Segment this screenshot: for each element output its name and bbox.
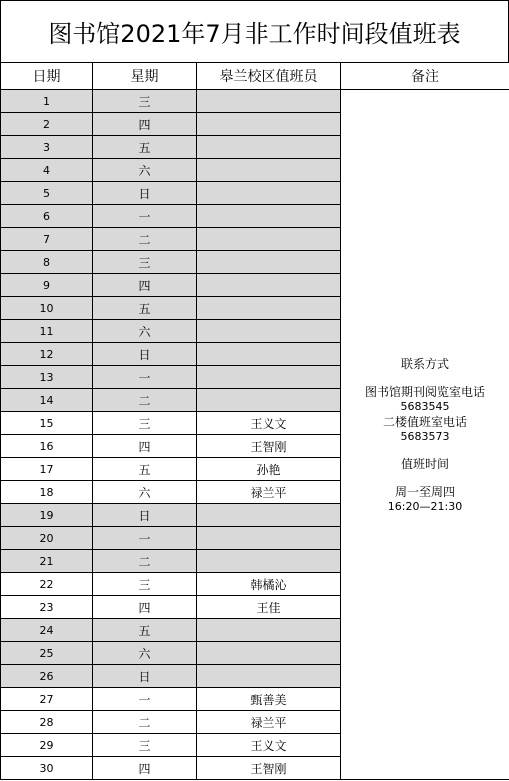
date-cell: 25 (1, 642, 93, 665)
date-cell: 26 (1, 665, 93, 688)
weekday-cell: 六 (93, 481, 197, 504)
remarks-content (341, 356, 509, 514)
weekday-cell: 三 (93, 734, 197, 757)
weekday-cell: 日 (93, 182, 197, 205)
staff-cell (197, 343, 341, 366)
date-cell: 24 (1, 619, 93, 642)
duty-table (0, 62, 509, 780)
periodical-room-label: 图书馆期刊阅览室电话 (364, 384, 485, 399)
staff-cell (197, 205, 341, 228)
date-cell: 30 (1, 757, 93, 780)
staff-cell (197, 297, 341, 320)
staff-cell: 禄兰平 (197, 481, 341, 504)
date-cell: 29 (1, 734, 93, 757)
staff-cell: 王佳 (197, 596, 341, 619)
staff-cell (197, 527, 341, 550)
staff-cell (197, 90, 341, 113)
staff-cell: 王义文 (197, 412, 341, 435)
staff-cell (197, 136, 341, 159)
weekday-cell: 四 (93, 757, 197, 780)
staff-cell (197, 320, 341, 343)
date-cell: 19 (1, 504, 93, 527)
sheet-title: 图书馆2021年7月非工作时间段值班表 (0, 0, 509, 62)
column-header-weekday: 星期 (93, 63, 197, 90)
date-cell: 4 (1, 159, 93, 182)
date-cell: 14 (1, 389, 93, 412)
staff-cell (197, 504, 341, 527)
weekday-cell: 三 (93, 90, 197, 113)
weekday-cell: 三 (93, 412, 197, 435)
header-row (1, 63, 509, 90)
table-body (1, 90, 509, 780)
weekday-cell: 三 (93, 573, 197, 596)
date-cell: 28 (1, 711, 93, 734)
staff-cell: 禄兰平 (197, 711, 341, 734)
weekday-cell: 日 (93, 665, 197, 688)
date-cell: 12 (1, 343, 93, 366)
staff-cell (197, 113, 341, 136)
weekday-cell: 二 (93, 228, 197, 251)
staff-cell (197, 619, 341, 642)
staff-cell: 王智刚 (197, 757, 341, 780)
weekday-cell: 一 (93, 527, 197, 550)
weekday-cell: 五 (93, 458, 197, 481)
column-header-staff: 皋兰校区值班员 (197, 63, 341, 90)
date-cell: 2 (1, 113, 93, 136)
staff-cell (197, 366, 341, 389)
duty-days: 周一至周四 (394, 484, 455, 499)
duty-hours-heading: 值班时间 (400, 456, 449, 471)
staff-cell (197, 389, 341, 412)
weekday-cell: 二 (93, 550, 197, 573)
weekday-cell: 一 (93, 205, 197, 228)
remarks-cell (341, 90, 509, 780)
weekday-cell: 四 (93, 596, 197, 619)
date-cell: 6 (1, 205, 93, 228)
weekday-cell: 六 (93, 320, 197, 343)
date-cell: 17 (1, 458, 93, 481)
date-cell: 21 (1, 550, 93, 573)
weekday-cell: 日 (93, 504, 197, 527)
staff-cell (197, 274, 341, 297)
weekday-cell: 四 (93, 274, 197, 297)
date-cell: 1 (1, 90, 93, 113)
date-cell: 11 (1, 320, 93, 343)
weekday-cell: 六 (93, 642, 197, 665)
staff-cell (197, 642, 341, 665)
weekday-cell: 一 (93, 366, 197, 389)
staff-cell: 王义文 (197, 734, 341, 757)
date-cell: 27 (1, 688, 93, 711)
date-cell: 5 (1, 182, 93, 205)
date-cell: 10 (1, 297, 93, 320)
date-cell: 16 (1, 435, 93, 458)
periodical-room-phone: 5683545 (400, 399, 450, 413)
staff-cell (197, 550, 341, 573)
weekday-cell: 五 (93, 297, 197, 320)
weekday-cell: 四 (93, 435, 197, 458)
staff-cell: 孙艳 (197, 458, 341, 481)
contact-heading: 联系方式 (400, 356, 449, 371)
staff-cell: 甄善美 (197, 688, 341, 711)
column-header-date: 日期 (1, 63, 93, 90)
duty-hours: 16:20—21:30 (387, 499, 463, 513)
table-row (1, 90, 509, 113)
second-floor-room-label: 二楼值班室电话 (382, 414, 467, 429)
staff-cell (197, 182, 341, 205)
date-cell: 20 (1, 527, 93, 550)
staff-cell (197, 665, 341, 688)
weekday-cell: 一 (93, 688, 197, 711)
date-cell: 22 (1, 573, 93, 596)
staff-cell (197, 159, 341, 182)
weekday-cell: 日 (93, 343, 197, 366)
staff-cell (197, 228, 341, 251)
date-cell: 23 (1, 596, 93, 619)
weekday-cell: 二 (93, 711, 197, 734)
column-header-remarks: 备注 (341, 63, 509, 90)
staff-cell (197, 251, 341, 274)
date-cell: 8 (1, 251, 93, 274)
date-cell: 9 (1, 274, 93, 297)
date-cell: 7 (1, 228, 93, 251)
weekday-cell: 四 (93, 113, 197, 136)
date-cell: 15 (1, 412, 93, 435)
second-floor-room-phone: 5683573 (400, 429, 450, 443)
weekday-cell: 五 (93, 136, 197, 159)
staff-cell: 韩橘沁 (197, 573, 341, 596)
date-cell: 18 (1, 481, 93, 504)
date-cell: 13 (1, 366, 93, 389)
weekday-cell: 五 (93, 619, 197, 642)
weekday-cell: 六 (93, 159, 197, 182)
staff-cell: 王智刚 (197, 435, 341, 458)
weekday-cell: 二 (93, 389, 197, 412)
date-cell: 3 (1, 136, 93, 159)
weekday-cell: 三 (93, 251, 197, 274)
